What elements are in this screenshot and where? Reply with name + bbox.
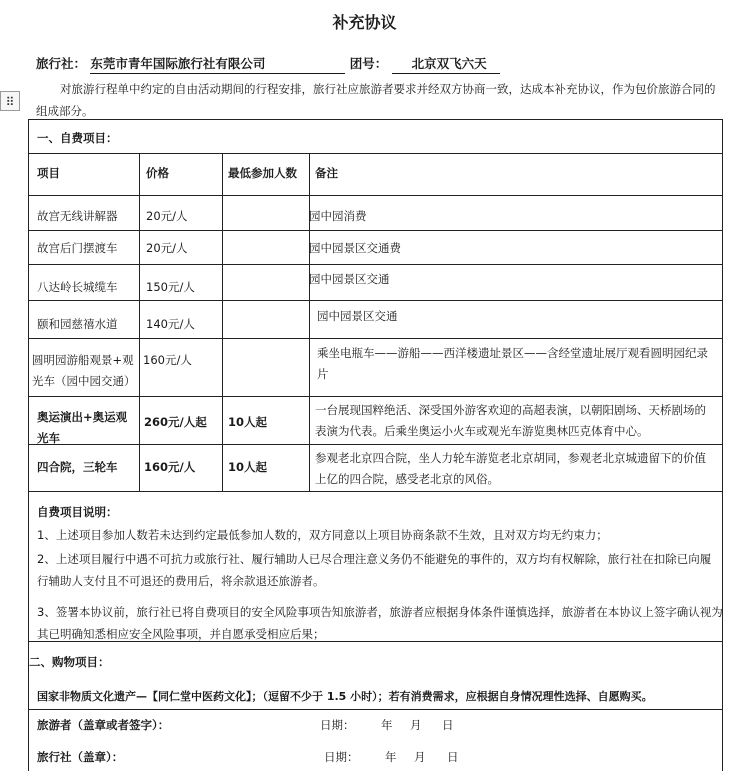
agency-label: 旅行社： (36, 56, 87, 71)
divider (29, 195, 723, 196)
self-pay-section-title: 一、自费项目： (37, 131, 118, 145)
divider (29, 444, 723, 445)
table-row-note: 一台展现国粹绝活、深受国外游客欢迎的高超表演，以朝阳剧场、天桥剧场的表演为代表。后乘坐奥运小火车或观光车游览奥林匹克体育中心。 (315, 403, 706, 438)
table-row-min-people: 10人起 (228, 415, 268, 429)
header-price: 价格 (146, 166, 169, 180)
divider (29, 153, 723, 154)
table-row-item: 四合院，三轮车 (37, 460, 118, 474)
divider (29, 338, 723, 339)
table-row-note: 参观老北京四合院，坐人力轮车游览老北京胡同，参观老北京城遗留下的价值上亿的四合院，感受老北京的风俗。 (315, 451, 706, 486)
note-item-2: 2、上述项目履行中遇不可抗力或旅行社、履行辅助人已尽合理注意义务仍不能避免的事件的，双方均有权解除，旅行社在扣除已向履行辅助人支付且不可退还的费用后，将余款退还旅游者。 (37, 552, 712, 588)
table-row-item: 故宫无线讲解器 (37, 209, 118, 223)
divider (29, 641, 723, 642)
tourist-date-day: 日 (442, 718, 454, 732)
agency-name: 东莞市青年国际旅行社有限公司 (90, 54, 345, 74)
agency-date-year: 年 (385, 750, 397, 764)
document-title: 补充协议 (332, 13, 397, 32)
table-row-item: 圆明园游船观景+观光车（园中园交通） (32, 353, 136, 388)
table-row-min-people: 10人起 (228, 460, 268, 474)
note-item-1: 1、上述项目参加人数若未达到约定最低参加人数的，双方同意以上项目协商条款不生效，且对双方均无约束力； (37, 528, 608, 542)
agency-date-month: 月 (414, 750, 426, 764)
agreement-table-frame (28, 119, 723, 771)
divider (29, 491, 723, 492)
divider (29, 264, 723, 265)
header-item: 项目 (37, 166, 60, 180)
tourist-date-month: 月 (410, 718, 422, 732)
group-label: 团号： (349, 56, 388, 71)
agency-seal-label: 旅行社（盖章）： (37, 750, 124, 764)
table-row-note: 园中园景区交通 (317, 309, 398, 323)
table-row-price: 160元/人 (143, 353, 192, 367)
notes-title: 自费项目说明： (37, 505, 118, 519)
header-min-people: 最低参加人数 (228, 166, 297, 180)
shopping-line: 国家非物质文化遗产—【同仁堂中医药文化】；（逗留不少于 1.5 小时）；若有消费需求，应根据自身情况理性选择、自愿购买。 (37, 690, 653, 703)
table-row-price: 260元/人起 (144, 415, 207, 429)
col-divider (222, 153, 223, 491)
table-row-price: 150元/人 (146, 280, 195, 294)
table-row-item: 奥运演出+奥运观光车 (37, 410, 128, 445)
tourist-date-label: 日期： (320, 718, 355, 732)
divider (29, 230, 723, 231)
divider (29, 709, 723, 710)
col-divider (309, 153, 310, 491)
table-row-note: 园中园消费 (309, 209, 367, 223)
table-row-note: 乘坐电瓶车——游船——西洋楼遗址景区——含经堂遗址展厅观看圆明园纪录片 (317, 346, 708, 381)
group-value: 北京双飞六天 (392, 54, 500, 74)
table-row-note: 园中园景区交通费 (309, 241, 401, 255)
divider (29, 396, 723, 397)
table-row-note: 园中园景区交通 (309, 272, 390, 286)
shopping-section-title: 二、购物项目： (29, 655, 110, 669)
table-row-price: 20元/人 (146, 241, 188, 255)
table-row-price: 20元/人 (146, 209, 188, 223)
header-note: 备注 (315, 166, 338, 180)
note-item-3: 3、签署本协议前，旅行社已将自费项目的安全风险事项告知旅游者，旅游者应根据身体条件谨慎选择，旅游者在本协议上签字确认视为其已明确知悉相应安全风险事项，并自愿承受相应后果； (37, 605, 723, 641)
agency-date-day: 日 (447, 750, 459, 764)
table-row-item: 颐和园慈禧水道 (37, 317, 118, 331)
tourist-date-year: 年 (381, 718, 393, 732)
tourist-signature-label: 旅游者（盖章或者签字）： (37, 718, 170, 732)
drag-handle-icon[interactable]: ⠿ (0, 91, 20, 111)
col-divider (139, 153, 140, 491)
divider (29, 300, 723, 301)
agency-date-label: 日期： (324, 750, 359, 764)
table-row-item: 故宫后门摆渡车 (37, 241, 118, 255)
table-row-item: 八达岭长城缆车 (37, 280, 118, 294)
agency-line (36, 54, 500, 74)
intro-paragraph: 对旅游行程单中约定的自由活动期间的行程安排，旅行社应旅游者要求并经双方协商一致，达成本补充协议，作为包价旅游合同的组成部分。 (36, 82, 716, 118)
table-row-price: 140元/人 (146, 317, 195, 331)
table-row-price: 160元/人 (144, 460, 196, 474)
